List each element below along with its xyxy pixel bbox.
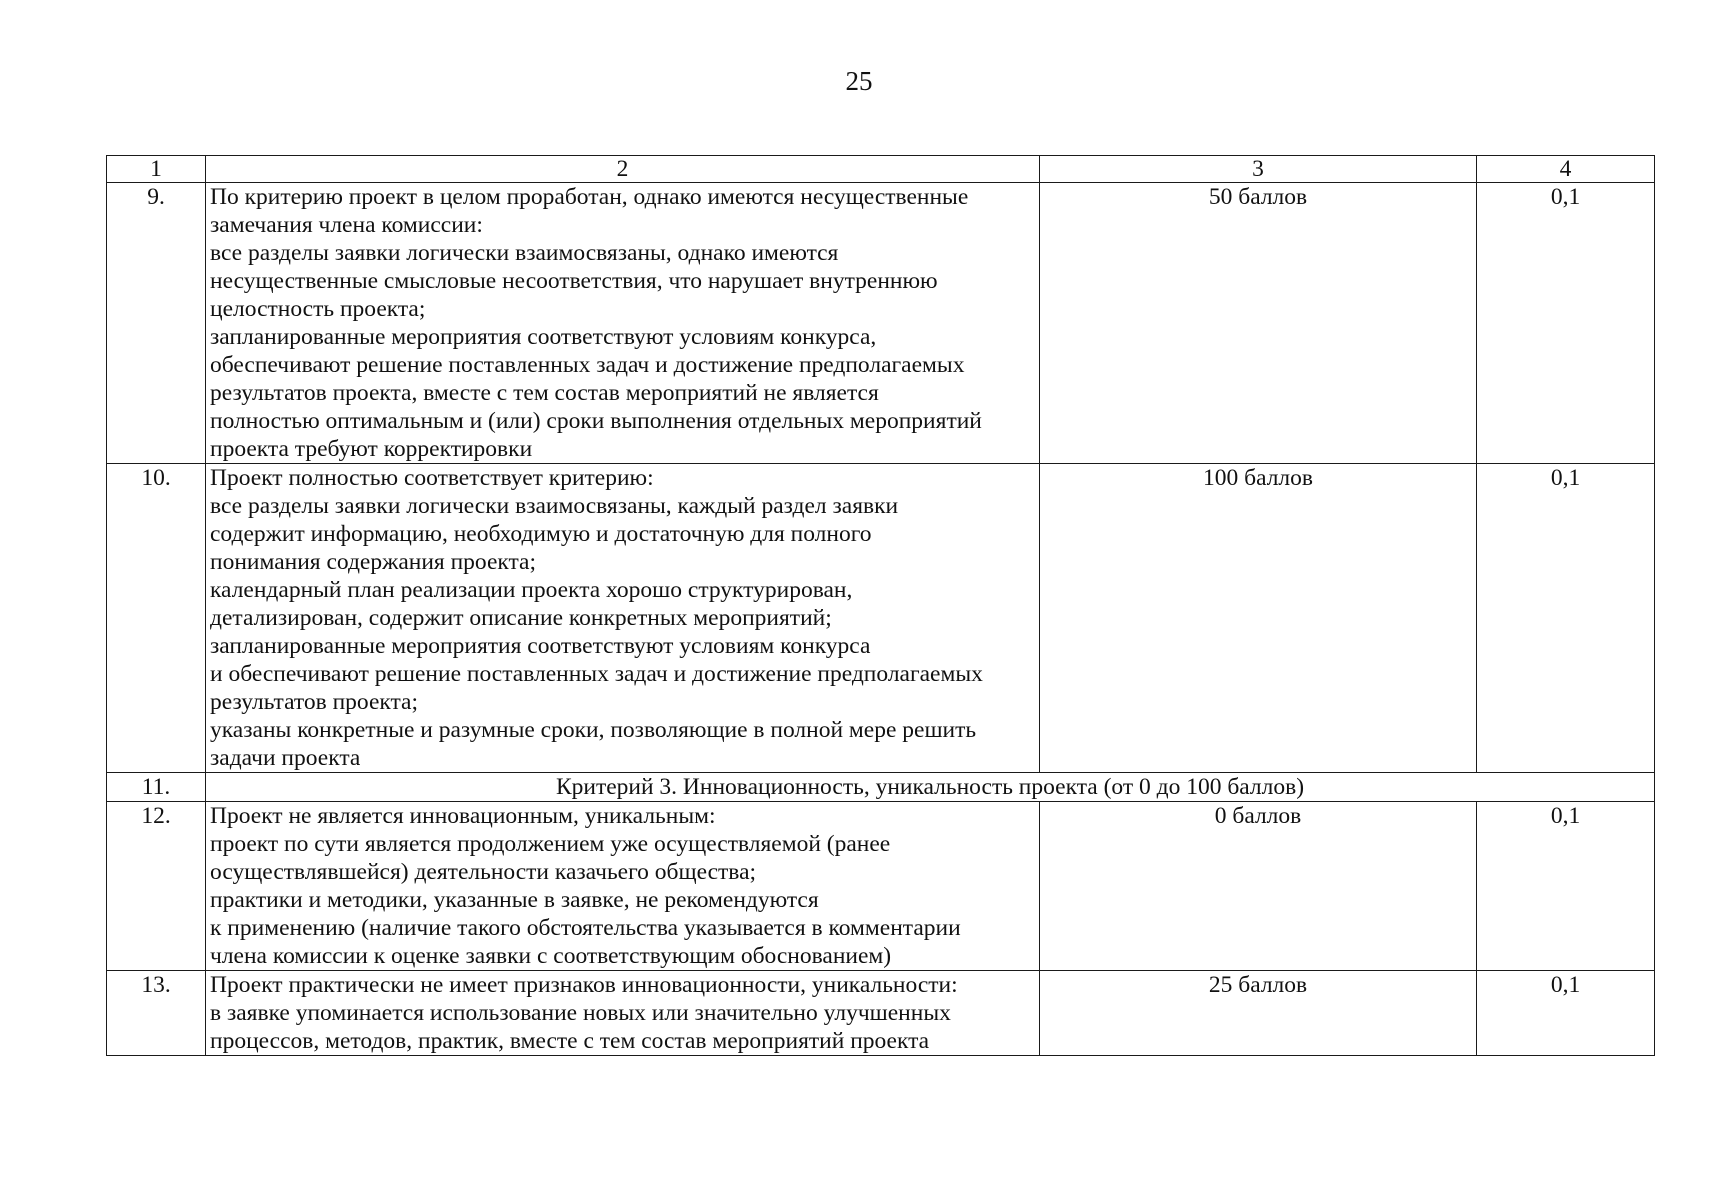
description-line: Проект полностью соответствует критерию:: [210, 465, 654, 491]
description-line: Проект практически не имеет признаков инновационности, уникальности:: [210, 972, 958, 998]
description-line: задачи проекта: [210, 745, 361, 771]
description-line: к применению (наличие такого обстоятельства указывается в комментарии: [210, 915, 961, 941]
description-line: все разделы заявки логически взаимосвязаны, однако имеются: [210, 240, 839, 266]
score-cell: 0 баллов: [1040, 802, 1477, 971]
description-line: замечания члена комиссии:: [210, 212, 483, 238]
description-line: осуществлявшейся) деятельности казачьего общества;: [210, 859, 757, 885]
header-col-2: 2: [206, 156, 1040, 183]
score-cell: 50 баллов: [1040, 183, 1477, 464]
description-line: члена комиссии к оценке заявки с соответствующим обоснованием): [210, 943, 892, 969]
description-line: целостность проекта;: [210, 296, 426, 322]
description-line: указаны конкретные и разумные сроки, позволяющие в полной мере решить: [210, 717, 977, 743]
description-line: Проект не является инновационным, уникальным:: [210, 803, 716, 829]
table-row: [107, 971, 1655, 1056]
row-number: 11.: [107, 773, 206, 802]
description-line: в заявке упоминается использование новых или значительно улучшенных: [210, 1000, 951, 1026]
criterion-description: [206, 802, 1040, 971]
header-col-4: 4: [1477, 156, 1655, 183]
description-line: процессов, методов, практик, вместе с тем состав мероприятий проекта: [210, 1028, 930, 1054]
page-number: 25: [845, 66, 873, 96]
description-line: полностью оптимальным и (или) сроки выполнения отдельных мероприятий: [210, 408, 982, 434]
weight-cell: 0,1: [1477, 802, 1655, 971]
description-line: запланированные мероприятия соответствуют условиям конкурса,: [210, 324, 877, 350]
table-row: [107, 464, 1655, 773]
weight-cell: 0,1: [1477, 183, 1655, 464]
description-line: и обеспечивают решение поставленных задач и достижение предполагаемых: [210, 661, 983, 687]
header-col-3: 3: [1040, 156, 1477, 183]
description-line: результатов проекта;: [210, 689, 419, 715]
row-number: 9.: [107, 183, 206, 464]
row-number: 13.: [107, 971, 206, 1056]
score-cell: 25 баллов: [1040, 971, 1477, 1056]
description-line: результатов проекта, вместе с тем состав мероприятий не является: [210, 380, 879, 406]
criterion-description: [206, 183, 1040, 464]
criterion-heading: Критерий 3. Инновационность, уникальность проекта (от 0 до 100 баллов): [206, 773, 1655, 802]
description-line: По критерию проект в целом проработан, однако имеются несущественные: [210, 184, 969, 210]
description-line: понимания содержания проекта;: [210, 549, 537, 575]
table-row: [107, 802, 1655, 971]
description-line: проекта требуют корректировки: [210, 436, 533, 462]
criteria-table: [106, 155, 1655, 1056]
description-line: проект по сути является продолжением уже осуществляемой (ранее: [210, 831, 891, 857]
description-line: детализирован, содержит описание конкретных мероприятий;: [210, 605, 832, 631]
table-row: [107, 773, 1655, 802]
table-header-row: [107, 156, 1655, 183]
weight-cell: 0,1: [1477, 971, 1655, 1056]
description-line: календарный план реализации проекта хорошо структурирован,: [210, 577, 853, 603]
table-row: [107, 183, 1655, 464]
description-line: запланированные мероприятия соответствуют условиям конкурса: [210, 633, 871, 659]
description-line: практики и методики, указанные в заявке, не рекомендуются: [210, 887, 819, 913]
description-line: обеспечивают решение поставленных задач и достижение предполагаемых: [210, 352, 965, 378]
header-col-1: 1: [107, 156, 206, 183]
description-line: несущественные смысловые несоответствия, что нарушает внутреннюю: [210, 268, 938, 294]
row-number: 10.: [107, 464, 206, 773]
description-line: содержит информацию, необходимую и достаточную для полного: [210, 521, 872, 547]
row-number: 12.: [107, 802, 206, 971]
weight-cell: 0,1: [1477, 464, 1655, 773]
description-line: все разделы заявки логически взаимосвязаны, каждый раздел заявки: [210, 493, 899, 519]
criterion-description: [206, 464, 1040, 773]
score-cell: 100 баллов: [1040, 464, 1477, 773]
criterion-description: [206, 971, 1040, 1056]
